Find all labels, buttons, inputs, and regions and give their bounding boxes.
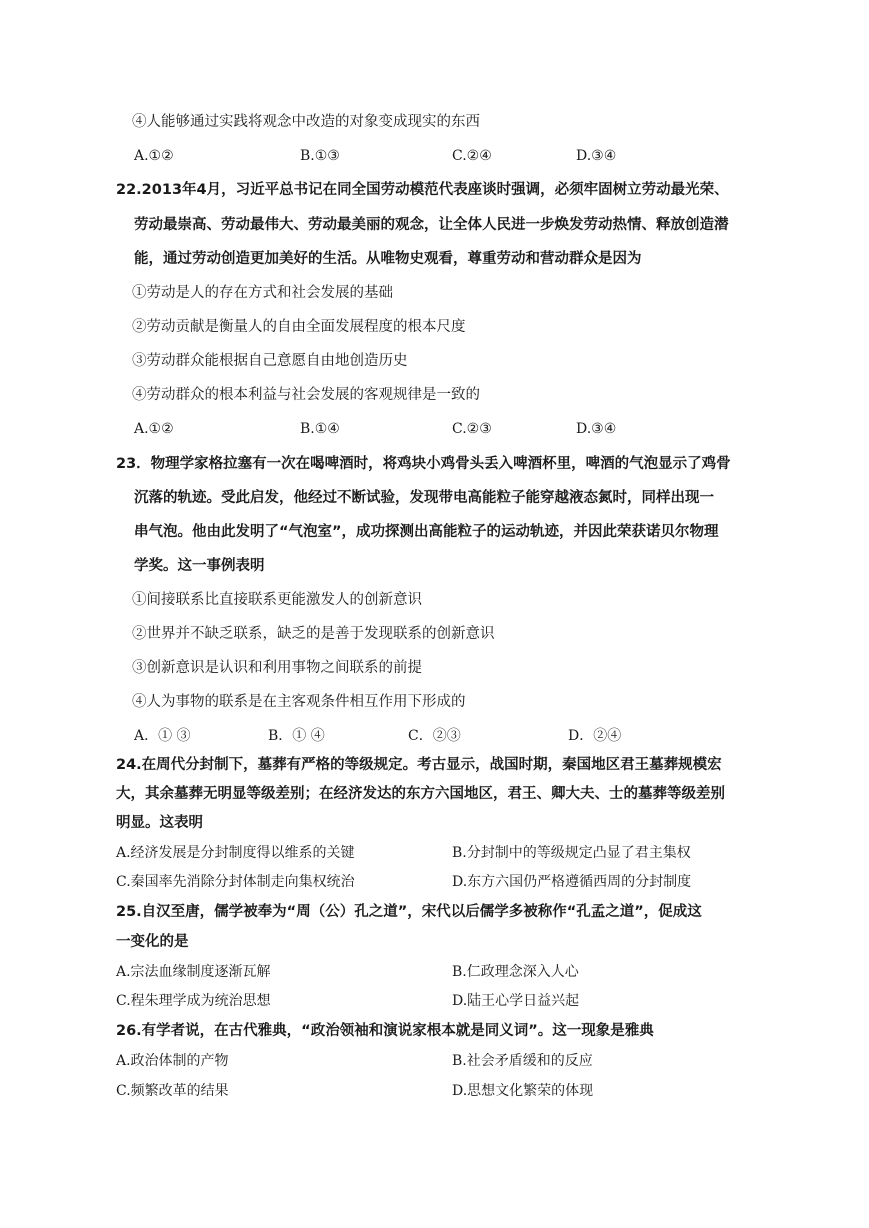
q24-stem-line-3: 明显。这表明 [116, 815, 203, 831]
q23-stem-line-1: 23．物理学家格拉塞有一次在喝啤酒时，将鸡块小鸡骨头丢入啤酒杯里，啤酒的气泡显示了鸡骨 [116, 456, 731, 472]
q22-item-1: ①劳动是人的存在方式和社会发展的基础 [132, 285, 393, 301]
q26-option-c: C.频繁改革的结果 [116, 1083, 229, 1099]
q24-stem-line-1: 24.在周代分封制下，墓葬有严格的等级规定。考古显示，战国时期，秦国地区君王墓葬规模宏 [116, 757, 722, 773]
q23-option-b: B．① ④ [268, 728, 325, 744]
q24-option-c: C.秦国率先消除分封体制走向集权统治 [116, 874, 355, 890]
q22-item-3: ③劳动群众能根据自己意愿自由地创造历史 [132, 353, 408, 369]
q22-stem-line-3: 能，通过劳动创造更加美好的生活。从唯物史观看，尊重劳动和营动群众是因为 [134, 251, 642, 267]
q21-option-b: B.①③ [300, 148, 340, 164]
q23-stem-line-3: 串气泡。他由此发明了“气泡室”，成功探测出高能粒子的运动轨迹，并因此荣获诺贝尔物理 [134, 524, 719, 540]
q22-option-c: C.②③ [452, 421, 492, 437]
q23-item-3: ③创新意识是认识和利用事物之间联系的前提 [132, 660, 422, 676]
q23-stem-line-2: 沉落的轨迹。受此启发，他经过不断试验，发现带电高能粒子能穿越液态氮时，同样出现一 [134, 490, 714, 506]
q25-option-d: D.陆王心学日益兴起 [452, 993, 580, 1009]
q21-item-4: ④人能够通过实践将观念中改造的对象变成现实的东西 [132, 114, 480, 130]
q24-option-a: A.经济发展是分封制度得以维系的关键 [116, 845, 355, 861]
q23-item-4: ④人为事物的联系是在主客观条件相互作用下形成的 [132, 694, 466, 710]
q23-item-2: ②世界并不缺乏联系，缺乏的是善于发现联系的创新意识 [132, 626, 495, 642]
q22-option-d: D.③④ [576, 421, 617, 437]
q22-item-2: ②劳动贡献是衡量人的自由全面发展程度的根本尺度 [132, 319, 466, 335]
q26-stem-line-1: 26.有学者说，在古代雅典，“政治领袖和演说家根本就是同义词”。这一现象是雅典 [116, 1023, 654, 1039]
q24-option-d: D.东方六国仍严格遵循西周的分封制度 [452, 874, 692, 890]
q25-stem-line-1: 25.自汉至唐，儒学被奉为“周（公）孔之道”，宋代以后儒学多被称作“孔孟之道”，促成这 [116, 904, 702, 920]
q25-option-c: C.程朱理学成为统治思想 [116, 993, 271, 1009]
q22-stem-line-2: 劳动最崇高、劳动最伟大、劳动最美丽的观念，让全体人民进一步焕发劳动热情、释放创造潜 [134, 217, 729, 233]
q23-option-c: C．②③ [408, 728, 461, 744]
q24-stem-line-2: 大，其余墓葬无明显等级差别；在经济发达的东方六国地区，君王、卿大夫、士的墓葬等级差别 [116, 786, 725, 802]
q25-stem-line-2: 一变化的是 [116, 934, 189, 950]
q22-stem-line-1: 22.2013年4月，习近平总书记在同全国劳动模范代表座谈时强调，必须牢固树立劳动最光荣、 [116, 182, 729, 198]
q22-item-4: ④劳动群众的根本利益与社会发展的客观规律是一致的 [132, 387, 480, 403]
q25-option-a: A.宗法血缘制度逐渐瓦解 [116, 964, 271, 980]
q22-option-b: B.①④ [300, 421, 340, 437]
q21-option-d: D.③④ [576, 148, 617, 164]
q23-option-a: A．① ③ [134, 728, 191, 744]
q24-option-b: B.分封制中的等级规定凸显了君主集权 [452, 845, 691, 861]
q23-stem-line-4: 学奖。这一事例表明 [134, 558, 265, 574]
q23-option-d: D．②④ [568, 728, 622, 744]
q26-option-b: B.社会矛盾缓和的反应 [452, 1053, 593, 1069]
q23-item-1: ①间接联系比直接联系更能激发人的创新意识 [132, 592, 422, 608]
q26-option-a: A.政治体制的产物 [116, 1053, 229, 1069]
q26-option-d: D.思想文化繁荣的体现 [452, 1083, 594, 1099]
q25-option-b: B.仁政理念深入人心 [452, 964, 579, 980]
q21-option-a: A.①② [134, 148, 174, 164]
q22-option-a: A.①② [134, 421, 174, 437]
q21-option-c: C.②④ [452, 148, 492, 164]
